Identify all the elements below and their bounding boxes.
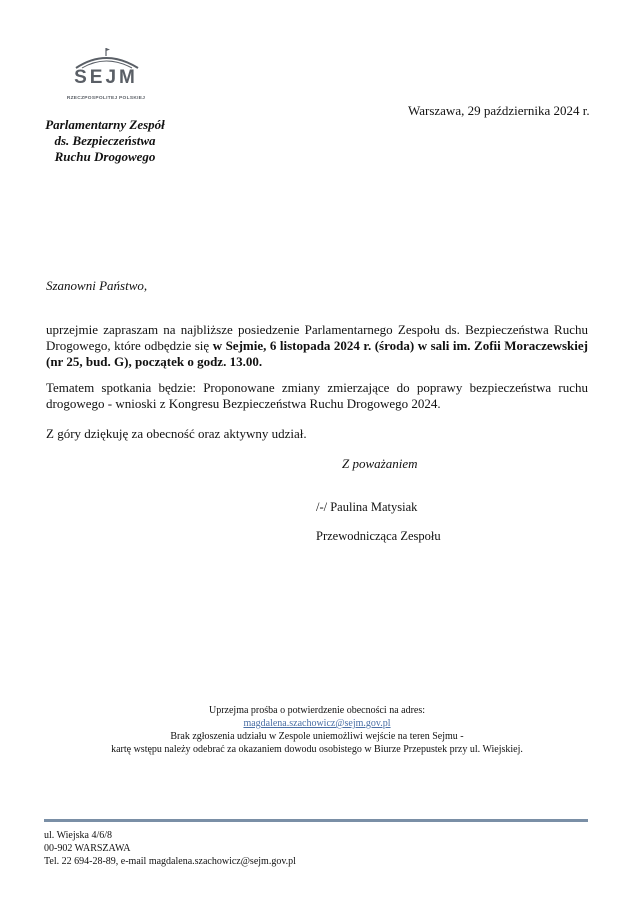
signature: /-/ Paulina Matysiak	[316, 500, 418, 514]
meeting-details: w Sejmie, 6 listopada 2024 r. (środa) w sali im. Zofii Moraczewskiej (nr 25, bud. G), początek o godz. 13.00.	[46, 338, 589, 369]
signatory-role: Przewodnicząca Zespołu	[316, 529, 441, 543]
confirmation-email-link[interactable]: magdalena.szachowicz@sejm.gov.pl	[243, 718, 391, 729]
footer-divider	[44, 819, 588, 822]
entry-notice: Brak zgłoszenia udziału w Zespole uniemożliwi wejście na teren Sejmu -	[170, 731, 464, 742]
sender-line-1: Parlamentarny Zespół	[45, 117, 165, 132]
letter-date: Warszawa, 29 października 2024 r.	[408, 103, 590, 118]
address-city: 00-902 WARSZAWA	[44, 843, 131, 854]
closing-regards: Z poważaniem	[342, 456, 418, 471]
address-street: ul. Wiejska 4/6/8	[44, 830, 113, 841]
pass-notice: kartę wstępu należy odebrać za okazaniem dowodu osobistego w Biurze Przepustek przy ul. Wiejskiej.	[111, 744, 523, 755]
sender-line-3: Ruchu Drogowego	[54, 149, 156, 164]
sender-block	[30, 117, 180, 165]
sender-line-2: ds. Bezpieczeństwa	[54, 133, 156, 148]
invitation-text: uprzejmie zapraszam na najbliższe posiedzenie Parlamentarnego Zespołu ds. Bezpieczeństwa Ruchu Drogowego, które odbędzie się	[46, 322, 588, 353]
logo-wordmark: SEJM	[74, 67, 138, 88]
confirmation-request: Uprzejma prośba o potwierdzenie obecności na adres:	[208, 705, 426, 716]
thanks-paragraph: Z góry dziękuję za obecność oraz aktywny udział.	[46, 426, 307, 441]
invitation-paragraph	[46, 322, 588, 370]
address-contact: Tel. 22 694-28-89, e-mail magdalena.szachowicz@sejm.gov.pl	[44, 856, 296, 867]
topic-paragraph: Tematem spotkania będzie: Proponowane zmiany zmierzające do poprawy bezpieczeństwa ruchu drogowego - wnioski z Kongresu Bezpieczeństwa Ruchu Drogowego 2024.	[46, 380, 588, 411]
greeting: Szanowni Państwo,	[46, 278, 148, 293]
logo-subtitle: RZECZPOSPOLITEJ POLSKIEJ	[66, 96, 146, 101]
